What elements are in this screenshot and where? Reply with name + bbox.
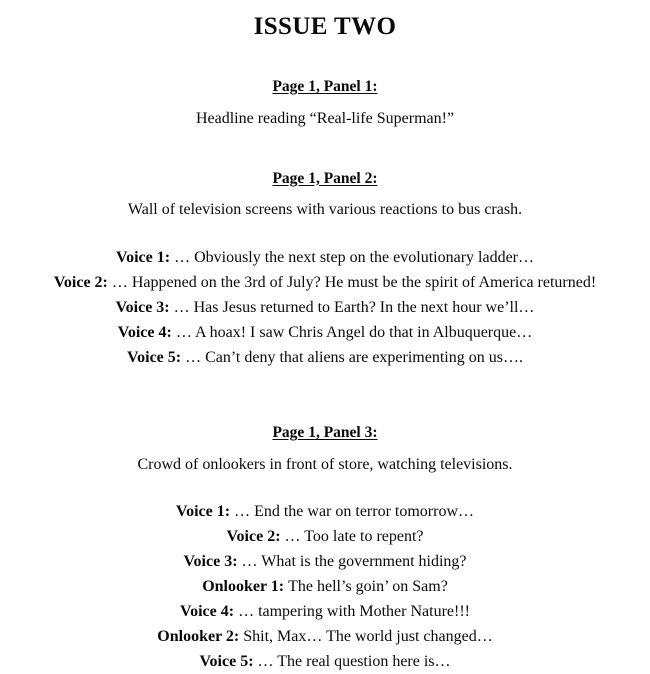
dialogue-line (18, 574, 632, 599)
dialogue-line (18, 549, 632, 574)
speaker-label: Voice 5: (199, 652, 258, 670)
dialogue-text: … The real question here is… (257, 652, 451, 670)
spacer (18, 473, 632, 499)
speaker-label: Voice 2: (53, 274, 112, 291)
speaker-label: Voice 2: (226, 527, 285, 545)
speaker-label: Voice 3: (115, 299, 174, 316)
dialogue-line (18, 524, 632, 549)
dialogue-line (18, 649, 632, 674)
speaker-label: Onlooker 2: (157, 627, 244, 645)
speaker-label: Voice 1: (176, 502, 235, 520)
dialogue-text: … End the war on terror tomorrow… (234, 502, 474, 520)
dialogue-text: … Obviously the next step on the evolutionary ladder… (174, 249, 534, 266)
dialogue-line (18, 245, 632, 270)
dialogue-text: … Has Jesus returned to Earth? In the next hour we’ll… (173, 299, 535, 316)
speaker-label: Onlooker 1: (202, 577, 289, 595)
panel-2-heading: Page 1, Panel 2: (272, 169, 378, 187)
speaker-label: Voice 3: (183, 552, 242, 570)
panel-1 (18, 79, 632, 127)
speaker-label: Voice 5: (127, 349, 186, 366)
panel-1-description: Headline reading “Real-life Superman!” (195, 109, 455, 127)
dialogue-line (18, 599, 632, 624)
dialogue-text: … Too late to repent? (284, 527, 424, 545)
dialogue-text: The hell’s goin’ on Sam? (288, 577, 448, 595)
dialogue-text: … Happened on the 3rd of July? He must be the spirit of America returned! (111, 274, 597, 291)
spacer (18, 370, 632, 425)
dialogue-line (18, 345, 632, 370)
dialogue-text: … Can’t deny that aliens are experimenting on us…. (185, 349, 523, 366)
spacer (18, 218, 632, 245)
panel-1-heading: Page 1, Panel 1: (272, 78, 378, 95)
dialogue-text: … tampering with Mother Nature!!! (238, 602, 470, 620)
panel-3 (18, 425, 632, 674)
dialogue-text: Shit, Max… The world just changed… (243, 627, 493, 645)
speaker-label: Voice 4: (117, 324, 176, 341)
dialogue-line (18, 295, 632, 320)
dialogue-line (18, 499, 632, 524)
panel-3-heading: Page 1, Panel 3: (272, 424, 378, 441)
panel-2 (18, 171, 632, 371)
dialogue-line (18, 320, 632, 345)
speaker-label: Voice 1: (116, 249, 175, 266)
panel-2-description: Wall of television screens with various reactions to bus crash. (127, 201, 523, 218)
dialogue-text: … What is the government hiding? (241, 552, 467, 570)
page-title: ISSUE TWO (253, 13, 397, 40)
dialogue-text: … A hoax! I saw Chris Angel do that in Albuquerque… (175, 324, 533, 341)
spacer (18, 39, 632, 79)
spacer (18, 127, 632, 171)
panel-3-description: Crowd of onlookers in front of store, watching televisions. (137, 455, 513, 473)
panel-2-dialogue (18, 245, 632, 370)
speaker-label: Voice 4: (180, 602, 239, 620)
dialogue-line (18, 270, 632, 295)
panel-3-dialogue (18, 499, 632, 674)
dialogue-line (18, 624, 632, 649)
